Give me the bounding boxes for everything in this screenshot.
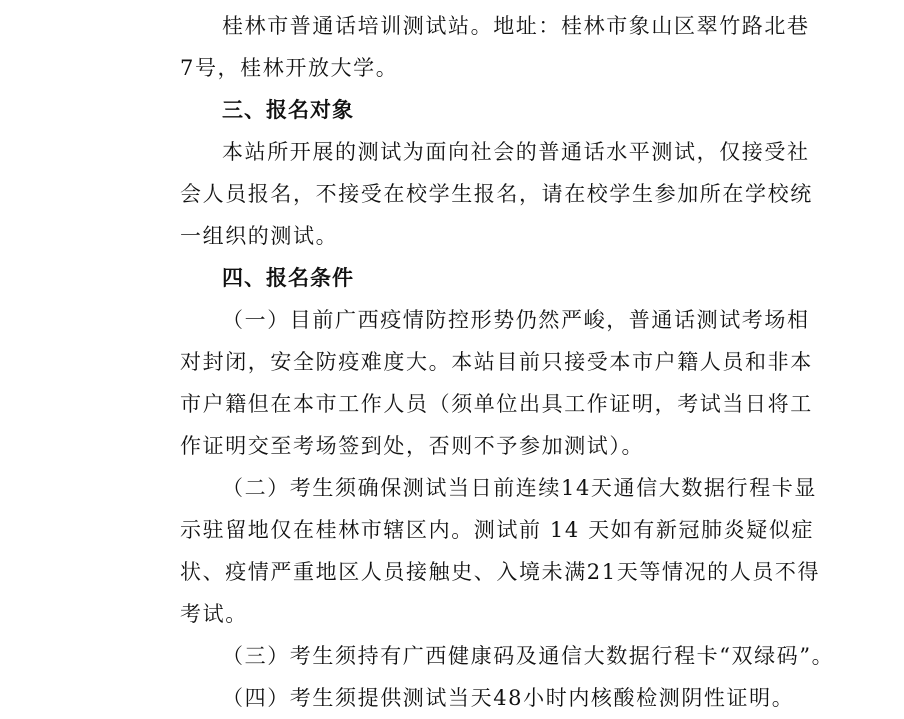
body-text-line: 考试。 [180,602,248,626]
body-text-line: 会人员报名，不接受在校学生报名，请在校学生参加所在学校统 [180,182,813,206]
section-heading-registration-target: 三、报名对象 [222,98,354,122]
body-text-line: 状、疫情严重地区人员接触史、入境未满21天等情况的人员不得 [180,560,821,584]
body-text-line: （二）考生须确保测试当日前连续14天通信大数据行程卡显 [222,476,817,500]
body-text-line: （四）考生须提供测试当天48小时内核酸检测阴性证明。 [222,686,795,710]
body-text-line: 市户籍但在本市工作人员（须单位出具工作证明，考试当日将工 [180,392,813,416]
body-text-line: 对封闭，安全防疫难度大。本站目前只接受本市户籍人员和非本 [180,350,813,374]
body-text-line: 一组织的测试。 [180,224,339,248]
body-text-line: 7号，桂林开放大学。 [180,56,399,80]
body-text-line: 桂林市普通话培训测试站。地址：桂林市象山区翠竹路北巷 [222,14,810,38]
section-heading-registration-conditions: 四、报名条件 [222,266,354,290]
body-text-line: （一）目前广西疫情防控形势仍然严峻，普通话测试考场相 [222,308,810,332]
body-text-line: 作证明交至考场签到处，否则不予参加测试）。 [180,434,645,458]
body-text-line: 示驻留地仅在桂林市辖区内。测试前 14 天如有新冠肺炎疑似症 [180,518,815,542]
body-text-line: （三）考生须持有广西健康码及通信大数据行程卡“双绿码”。 [222,644,835,668]
body-text-line: 本站所开展的测试为面向社会的普通话水平测试，仅接受社 [222,140,810,164]
